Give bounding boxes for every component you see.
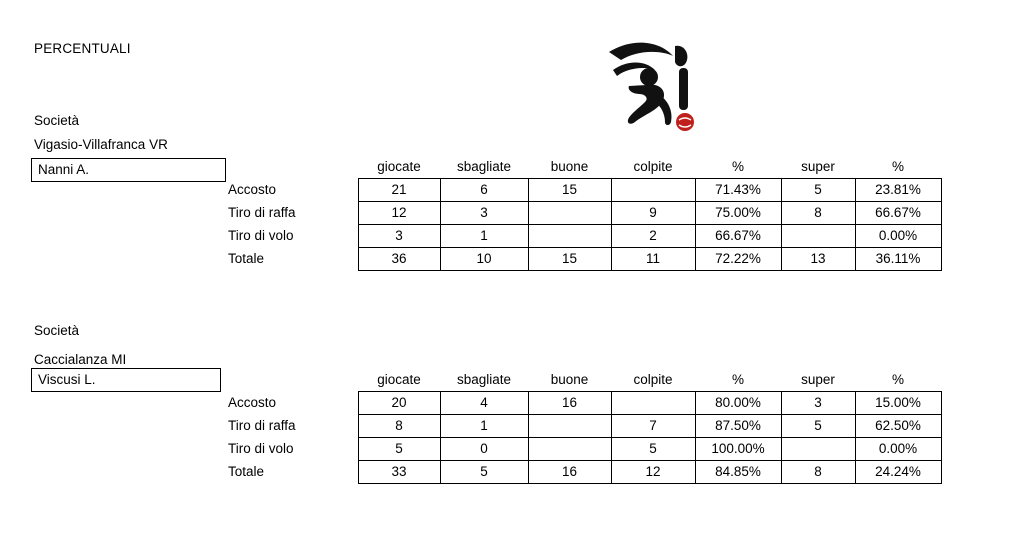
bocce-player-logo bbox=[601, 30, 706, 134]
cell-colpite: 2 bbox=[611, 224, 695, 247]
cell-super: 5 bbox=[781, 178, 855, 201]
cell-colpite: 9 bbox=[611, 201, 695, 224]
row-label: Tiro di volo bbox=[228, 441, 294, 456]
col-giocate: giocate bbox=[377, 158, 421, 174]
societa-label-2: Società bbox=[34, 323, 80, 338]
cell-giocate: 20 bbox=[358, 391, 440, 414]
table-row bbox=[228, 391, 941, 414]
table-row bbox=[228, 224, 941, 247]
cell-colpite: 5 bbox=[611, 437, 695, 460]
cell-percent-2: 15.00% bbox=[855, 391, 941, 414]
col-super: super bbox=[801, 158, 835, 174]
cell-sbagliate: 4 bbox=[440, 391, 528, 414]
cell-buone: 15 bbox=[528, 247, 611, 270]
col-buone: buone bbox=[550, 158, 589, 174]
cell-buone bbox=[528, 437, 611, 460]
cell-super: 13 bbox=[781, 247, 855, 270]
cell-percent-1: 100.00% bbox=[695, 437, 781, 460]
cell-super: 8 bbox=[781, 201, 855, 224]
col-percent-2: % bbox=[891, 158, 904, 174]
table-row bbox=[228, 414, 941, 437]
stats-table-1 bbox=[228, 152, 942, 271]
row-label: Accosto bbox=[228, 395, 277, 410]
table-header-row bbox=[228, 152, 941, 178]
cell-sbagliate: 10 bbox=[440, 247, 528, 270]
cell-giocate: 21 bbox=[358, 178, 440, 201]
cell-giocate: 36 bbox=[358, 247, 440, 270]
col-colpite: colpite bbox=[633, 158, 673, 174]
cell-super: 5 bbox=[781, 414, 855, 437]
cell-sbagliate: 1 bbox=[440, 224, 528, 247]
cell-colpite bbox=[611, 178, 695, 201]
player-name-box-1[interactable]: Nanni A. bbox=[31, 158, 226, 182]
row-label: Accosto bbox=[228, 182, 277, 197]
cell-super: 8 bbox=[781, 460, 855, 483]
col-buone: buone bbox=[550, 371, 589, 387]
col-sbagliate: sbagliate bbox=[456, 158, 512, 174]
cell-percent-1: 72.22% bbox=[695, 247, 781, 270]
table-row bbox=[228, 247, 941, 270]
cell-percent-1: 87.50% bbox=[695, 414, 781, 437]
table-row bbox=[228, 437, 941, 460]
col-percent-1: % bbox=[731, 158, 744, 174]
cell-percent-2: 62.50% bbox=[855, 414, 941, 437]
cell-giocate: 8 bbox=[358, 414, 440, 437]
rowhead-spacer bbox=[228, 365, 358, 391]
cell-buone bbox=[528, 201, 611, 224]
page-title: PERCENTUALI bbox=[34, 41, 131, 56]
cell-percent-2: 36.11% bbox=[855, 247, 941, 270]
cell-colpite bbox=[611, 391, 695, 414]
cell-sbagliate: 5 bbox=[440, 460, 528, 483]
row-label: Totale bbox=[228, 251, 265, 266]
rowhead-spacer bbox=[228, 152, 358, 178]
cell-colpite: 12 bbox=[611, 460, 695, 483]
cell-percent-2: 24.24% bbox=[855, 460, 941, 483]
societa-label-1: Società bbox=[34, 113, 80, 128]
col-colpite: colpite bbox=[633, 371, 673, 387]
table-row bbox=[228, 178, 941, 201]
cell-giocate: 33 bbox=[358, 460, 440, 483]
cell-sbagliate: 1 bbox=[440, 414, 528, 437]
col-percent-2: % bbox=[891, 371, 904, 387]
col-sbagliate: sbagliate bbox=[456, 371, 512, 387]
cell-buone bbox=[528, 414, 611, 437]
row-label: Totale bbox=[228, 464, 265, 479]
cell-super bbox=[781, 224, 855, 247]
cell-buone: 15 bbox=[528, 178, 611, 201]
cell-percent-1: 84.85% bbox=[695, 460, 781, 483]
cell-giocate: 3 bbox=[358, 224, 440, 247]
cell-super bbox=[781, 437, 855, 460]
stats-table-2 bbox=[228, 365, 942, 484]
table-row bbox=[228, 460, 941, 483]
table-row bbox=[228, 201, 941, 224]
cell-percent-2: 0.00% bbox=[855, 224, 941, 247]
row-label: Tiro di raffa bbox=[228, 418, 296, 433]
cell-giocate: 5 bbox=[358, 437, 440, 460]
cell-colpite: 11 bbox=[611, 247, 695, 270]
cell-percent-2: 66.67% bbox=[855, 201, 941, 224]
cell-super: 3 bbox=[781, 391, 855, 414]
cell-colpite: 7 bbox=[611, 414, 695, 437]
cell-percent-1: 66.67% bbox=[695, 224, 781, 247]
table-header-row bbox=[228, 365, 941, 391]
team-name-2: Caccialanza MI bbox=[34, 352, 127, 367]
cell-percent-2: 0.00% bbox=[855, 437, 941, 460]
col-giocate: giocate bbox=[377, 371, 421, 387]
row-label: Tiro di raffa bbox=[228, 205, 296, 220]
cell-sbagliate: 3 bbox=[440, 201, 528, 224]
cell-sbagliate: 6 bbox=[440, 178, 528, 201]
cell-percent-1: 75.00% bbox=[695, 201, 781, 224]
col-percent-1: % bbox=[731, 371, 744, 387]
cell-percent-1: 71.43% bbox=[695, 178, 781, 201]
team-name-1: Vigasio-Villafranca VR bbox=[34, 137, 168, 152]
player-name-box-2[interactable]: Viscusi L. bbox=[31, 368, 221, 392]
row-label: Tiro di volo bbox=[228, 228, 294, 243]
cell-buone bbox=[528, 224, 611, 247]
cell-buone: 16 bbox=[528, 391, 611, 414]
cell-buone: 16 bbox=[528, 460, 611, 483]
cell-giocate: 12 bbox=[358, 201, 440, 224]
cell-percent-1: 80.00% bbox=[695, 391, 781, 414]
cell-sbagliate: 0 bbox=[440, 437, 528, 460]
col-super: super bbox=[801, 371, 835, 387]
cell-percent-2: 23.81% bbox=[855, 178, 941, 201]
